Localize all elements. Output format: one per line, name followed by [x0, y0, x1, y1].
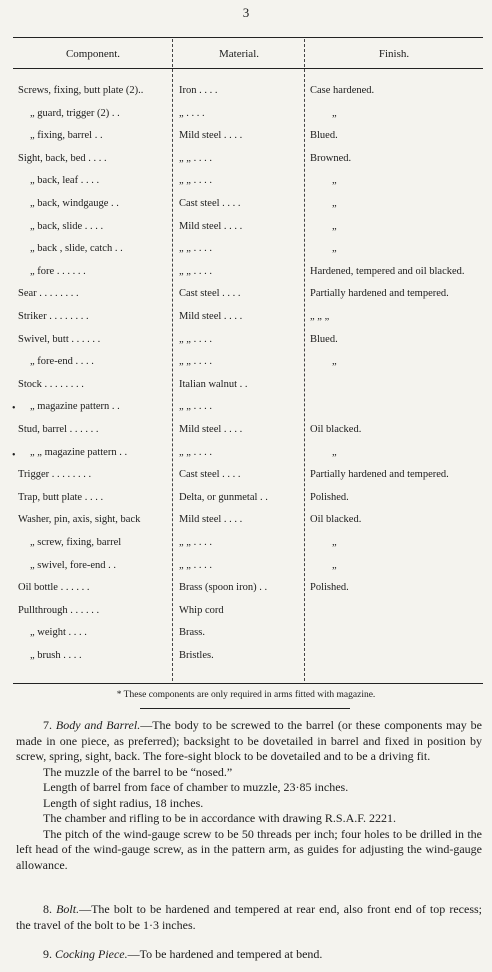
cell-finish: Blued.: [310, 333, 338, 345]
cell-material: Cast steel . . . .: [179, 198, 241, 209]
cell-material: „ „ . . . .: [179, 559, 212, 571]
cell-component: „ back, leaf . . . .: [30, 175, 100, 187]
cell-component: Sight, back, bed . . . .: [18, 152, 107, 164]
cell-component: „ magazine pattern . .: [30, 401, 120, 413]
cell-component: Swivel, butt . . . . . .: [18, 333, 101, 345]
cell-material: „ „ . . . .: [179, 175, 212, 187]
cell-material: „ „ . . . .: [179, 356, 212, 368]
section-9-title: Cocking Piece.: [55, 947, 128, 961]
section-7-title: Body and Barrel.: [55, 718, 141, 732]
cell-component: „ weight . . . .: [30, 627, 87, 639]
table-bottom-rule: [13, 683, 483, 684]
cell-component: „ fore-end . . . .: [30, 356, 94, 368]
cell-material: Mild steel . . . .: [179, 130, 243, 142]
section-9: [16, 947, 482, 963]
cell-finish: Hardened, tempered and oil blacked.: [310, 265, 465, 277]
cell-finish: Polished.: [310, 491, 349, 503]
cell-finish: Case hardened.: [310, 85, 375, 96]
cell-material: Mild steel . . . .: [179, 220, 243, 232]
cell-component: Trigger . . . . . . . .: [18, 469, 92, 481]
section-7-line-4: The chamber and rifling to be in accordance with drawing R.S.A.F. 2221.: [43, 811, 396, 825]
cell-component: „ swivel, fore-end . .: [30, 559, 117, 571]
section-7-line-3: Length of sight radius, 18 inches.: [43, 795, 204, 810]
cell-finish: „: [332, 198, 337, 209]
cell-finish: „: [332, 220, 337, 232]
cell-finish: Partially hardened and tempered.: [310, 288, 449, 300]
asterisk-marker: •: [12, 403, 16, 414]
section-7-text: —The body to be screwed to the barrel (or these components may be made in one piece, as preferred); backsight to be dovetailed in barrel and fixed in position by screw, spring, sight, back. The fore-sight block to be dovetailed and to be a driving fit.: [16, 718, 483, 763]
table-header-rule: [13, 68, 483, 69]
cell-material: „ . . . .: [179, 107, 205, 119]
page-number: 3: [242, 5, 250, 20]
cell-material: Brass.: [179, 627, 205, 639]
cell-material: „ „ . . . .: [179, 401, 212, 413]
section-8-text: —The bolt to be hardened and tempered at rear end, also front end of top recess; the travel of the bolt to be 1·3 inches.: [16, 902, 482, 932]
section-9-number: 9.: [43, 947, 52, 961]
cell-component: Washer, pin, axis, sight, back: [18, 514, 141, 526]
cell-finish: „: [332, 356, 337, 368]
section-8-number: 8.: [43, 902, 52, 916]
column-divider-1: [172, 39, 173, 681]
cell-component: Trap, butt plate . . . .: [18, 491, 104, 503]
cell-material: Iron . . . .: [179, 85, 218, 96]
cell-finish: Oil blacked.: [310, 514, 362, 526]
section-7: [16, 718, 482, 873]
cell-material: Bristles.: [179, 650, 214, 661]
cell-component: „ back , slide, catch . .: [30, 243, 123, 255]
section-7-line-2: Length of barrel from face of chamber to muzzle, 23·85 inches.: [43, 780, 349, 794]
cell-finish: „: [332, 559, 337, 571]
asterisk-marker: •: [12, 450, 16, 461]
footnote: * These components are only required in arms fitted with magazine.: [116, 690, 376, 700]
cell-finish: „: [332, 243, 337, 255]
cell-material: Cast steel . . . .: [179, 288, 241, 300]
cell-material: Cast steel . . . .: [179, 469, 241, 481]
cell-material: Mild steel . . . .: [179, 514, 243, 526]
header-component: Component.: [65, 48, 121, 60]
section-9-text: —To be hardened and tempered at bend.: [127, 947, 323, 961]
cell-component: Oil bottle . . . . . .: [18, 582, 90, 594]
table-top-rule: [13, 37, 483, 38]
cell-component: Sear . . . . . . . .: [18, 288, 79, 300]
cell-material: „ „ . . . .: [179, 265, 212, 277]
cell-finish: Oil blacked.: [310, 424, 362, 435]
section-7-number: 7.: [43, 718, 52, 732]
cell-component: „ fixing, barrel . .: [30, 130, 103, 142]
cell-material: „ „ . . . .: [179, 152, 212, 164]
cell-component: „ fore . . . . . .: [30, 265, 86, 277]
cell-material: Brass (spoon iron) . .: [179, 582, 268, 594]
section-7-line-1: The muzzle of the barrel to be “nosed.”: [43, 764, 233, 779]
cell-component: „ „ magazine pattern . .: [30, 446, 128, 458]
cell-finish: „ „ „: [310, 311, 330, 322]
cell-finish: „: [332, 107, 337, 119]
cell-material: Mild steel . . . .: [179, 424, 243, 435]
cell-finish: Blued.: [310, 130, 338, 142]
header-finish: Finish.: [378, 48, 410, 60]
cell-material: „ „ . . . .: [179, 446, 212, 458]
cell-component: „ screw, fixing, barrel: [30, 537, 122, 548]
cell-finish: Browned.: [310, 152, 352, 164]
section-8-title: Bolt.: [56, 902, 80, 916]
cell-component: „ guard, trigger (2) . .: [30, 107, 120, 119]
cell-material: „ „ . . . .: [179, 537, 212, 548]
cell-component: Stock . . . . . . . .: [18, 378, 84, 390]
cell-finish: „: [332, 537, 337, 548]
cell-component: Screws, fixing, butt plate (2)..: [18, 85, 144, 96]
footnote-rule: [140, 708, 350, 709]
cell-component: „ back, slide . . . .: [30, 220, 104, 232]
cell-component: Striker . . . . . . . .: [18, 311, 89, 322]
section-7-line-5: The pitch of the wind-gauge screw to be 50 threads per inch; four holes to be drilled in the left head of the wind-gauge screw, as in the pattern arm, as guides for adjusting the wind-gauge allowance.: [16, 826, 482, 872]
cell-material: Whip cord: [179, 604, 224, 616]
cell-material: Italian walnut . .: [179, 378, 248, 390]
cell-component: „ back, windgauge . .: [30, 198, 119, 209]
cell-component: Pullthrough . . . . . .: [18, 604, 100, 616]
cell-material: Delta, or gunmetal . .: [179, 491, 268, 503]
column-divider-2: [304, 39, 305, 681]
cell-finish: Partially hardened and tempered.: [310, 469, 449, 481]
cell-finish: „: [332, 175, 337, 187]
cell-component: „ brush . . . .: [30, 650, 82, 661]
section-8: [16, 902, 482, 933]
cell-material: „ „ . . . .: [179, 243, 212, 255]
cell-material: „ „ . . . .: [179, 333, 212, 345]
cell-component: Stud, barrel . . . . . .: [18, 424, 99, 435]
cell-material: Mild steel . . . .: [179, 311, 243, 322]
cell-finish: Polished.: [310, 582, 349, 594]
cell-finish: „: [332, 446, 337, 458]
header-material: Material.: [218, 48, 259, 60]
